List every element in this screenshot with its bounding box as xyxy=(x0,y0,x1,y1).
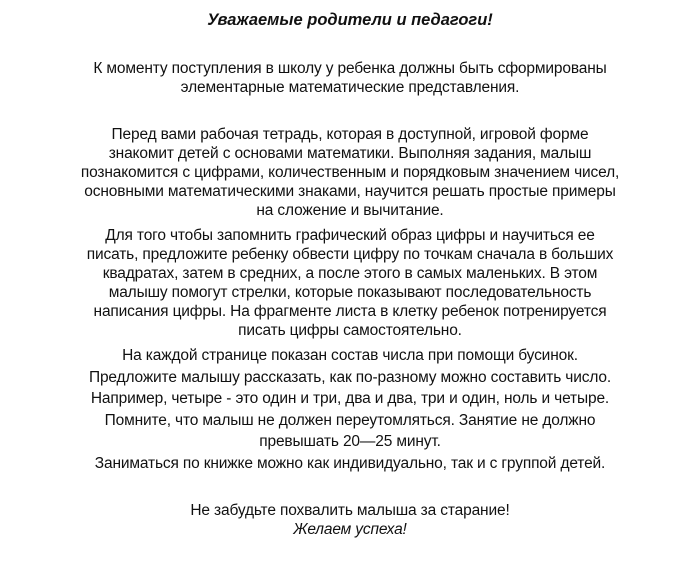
body-line: писать цифры самостоятельно. xyxy=(238,322,462,339)
document-title: Уважаемые родители и педагоги! xyxy=(207,11,493,29)
body-line: превышать 20—25 минут. xyxy=(259,433,441,450)
body-line: Например, четыре - это один и три, два и два, три и один, ноль и четыре. xyxy=(90,390,610,407)
closing-line: Желаем успеха! xyxy=(293,521,407,538)
body-line: знакомит детей с основами математики. Выполняя задания, малыш xyxy=(108,145,592,162)
intro-line: элементарные математические представления. xyxy=(180,79,520,96)
intro-line: К моменту поступления в школу у ребенка должны быть сформированы xyxy=(93,60,607,77)
body-line: писать, предложите ребенку обвести цифру по точкам сначала в больших xyxy=(86,246,614,263)
body-line: Для того чтобы запомнить графический образ цифры и научиться ее xyxy=(105,227,595,244)
body-line: На каждой странице показан состав числа при помощи бусинок. xyxy=(122,347,578,364)
body-line: малышу помогут стрелки, которые показывают последовательность xyxy=(108,284,592,301)
body-line: Предложите малышу рассказать, как по-разному можно составить число. xyxy=(88,369,612,386)
body-line: Перед вами рабочая тетрадь, которая в доступной, игровой форме xyxy=(111,126,589,143)
body-line: Заниматься по книжке можно как индивидуально, так и с группой детей. xyxy=(94,455,606,472)
body-line: квадратах, затем в средних, а после этого в самых маленьких. В этом xyxy=(102,265,598,282)
body-line: написания цифры. На фрагменте листа в клетку ребенок потренируется xyxy=(93,303,607,320)
body-line: Помните, что малыш не должен переутомляться. Занятие не должно xyxy=(104,412,596,429)
closing-line: Не забудьте похвалить малыша за старание! xyxy=(190,502,510,519)
body-line: на сложение и вычитание. xyxy=(256,202,444,219)
body-line: познакомится с цифрами, количественным и порядковым значением чисел, xyxy=(80,164,620,181)
body-line: основными математическими знаками, научится решать простые примеры xyxy=(84,183,616,200)
